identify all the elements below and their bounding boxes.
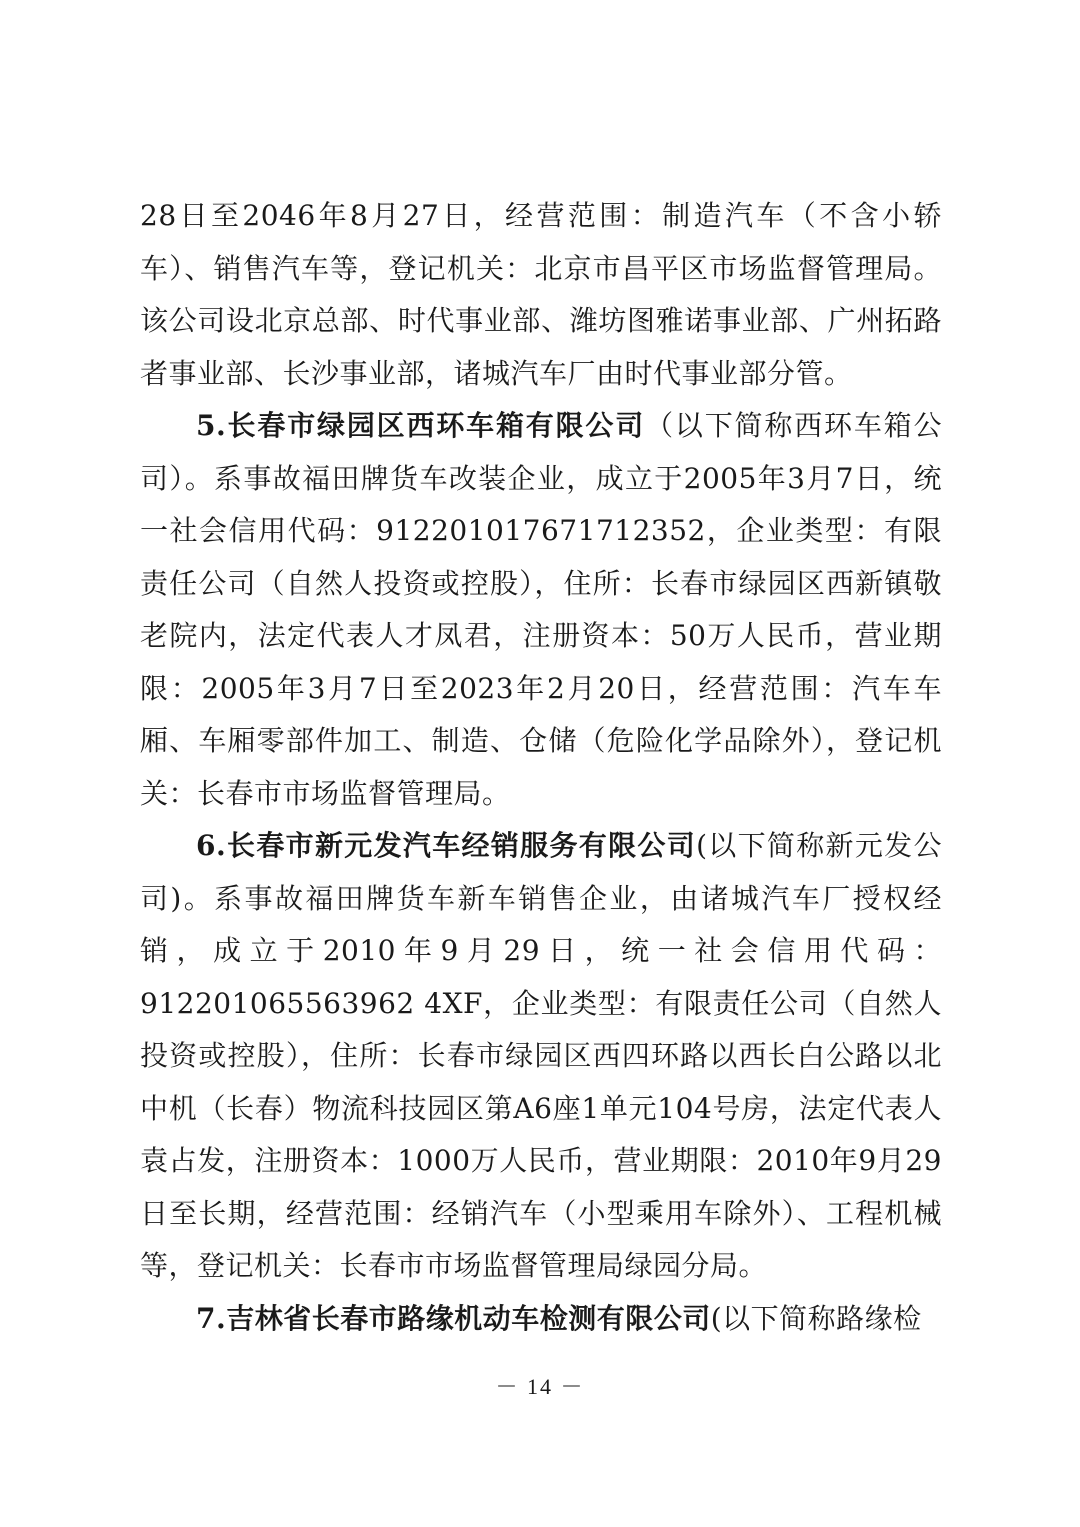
- paragraph-7: [140, 1293, 942, 1346]
- paragraph-6: [140, 820, 942, 1293]
- paragraph-6-text: (以下简称新元发公司)。系事故福田牌货车新车销售企业，由诸城汽车厂授权经销，成立于2010年9月29日，统一社会信用代码：912201065563962 4XF，企业类型：有限责任公司（自然人投资或控股），住所：长春市绿园区西四环路以西长白公路以北中机（长春）物流科技园区第A6座1单元104号房，法定代表人袁占发，注册资本：1000万人民币，营业期限：2010年9月29日至长期，经营范围：经销汽车（小型乘用车除外）、工程机械等，登记机关：长春市市场监督管理局绿园分局。: [140, 829, 942, 1282]
- paragraph-1-text: 28日至2046年8月27日，经营范围：制造汽车（不含小轿车）、销售汽车等，登记机关：北京市昌平区市场监督管理局。该公司设北京总部、时代事业部、潍坊图雅诺事业部、广州拓路者事业部、长沙事业部，诸城汽车厂由时代事业部分管。: [140, 199, 942, 390]
- paragraph-5-text: （以下简称西环车箱公司）。系事故福田牌货车改装企业，成立于2005年3月7日，统一社会信用代码：912201017671712352，企业类型：有限责任公司（自然人投资或控股），住所：长春市绿园区西新镇敬老院内，法定代表人才凤君，注册资本：50万人民币，营业期限：2005年3月7日至2023年2月20日，经营范围：汽车车厢、车厢零部件加工、制造、仓储（危险化学品除外），登记机关：长春市市场监督管理局。: [140, 409, 942, 810]
- paragraph-1: [140, 190, 942, 400]
- paragraph-7-text: (以下简称路缘检: [710, 1301, 922, 1335]
- paragraph-6-heading: 6.长春市新元发汽车经销服务有限公司: [196, 829, 697, 862]
- paragraph-7-heading: 7.吉林省长春市路缘机动车检测有限公司: [196, 1301, 711, 1335]
- page-number: － 14 －: [495, 1374, 585, 1399]
- paragraph-5-heading: 5.长春市绿园区西环车箱有限公司: [196, 409, 646, 442]
- paragraph-5: [140, 400, 942, 820]
- document-body: [140, 190, 942, 1345]
